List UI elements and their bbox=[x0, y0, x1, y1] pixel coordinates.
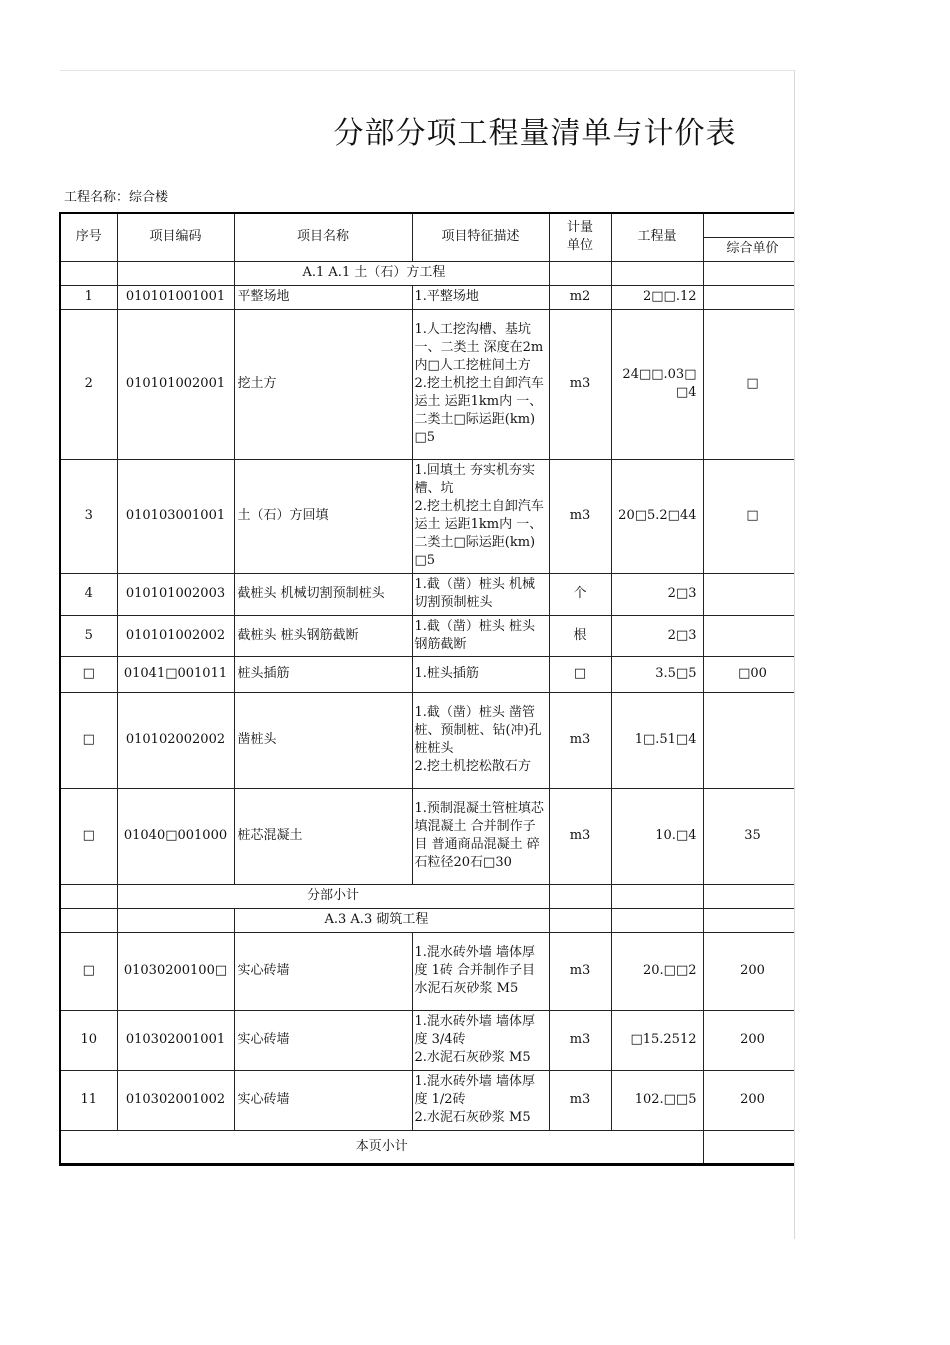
row-name: 实心砖墙 bbox=[234, 932, 412, 1010]
row-seq: □ bbox=[60, 788, 117, 884]
page-subtotal-row bbox=[60, 1130, 794, 1164]
row-unit: m3 bbox=[549, 1070, 611, 1130]
row-code: 01030200100□ bbox=[117, 932, 234, 1010]
row-price: □ bbox=[703, 309, 794, 459]
header-code: 项目编码 bbox=[117, 213, 234, 261]
section-subtotal-label: 分部小计 bbox=[117, 884, 549, 908]
row-code: 010103001001 bbox=[117, 459, 234, 573]
header-seq: 序号 bbox=[60, 213, 117, 261]
row-name: 凿桩头 bbox=[234, 692, 412, 788]
section-row bbox=[60, 908, 794, 932]
row-price: □ bbox=[703, 459, 794, 573]
subtotal-row bbox=[60, 884, 794, 908]
row-desc: 1.截（凿）桩头 凿管桩、预制桩、钻(冲)孔桩桩头 2.挖土机挖松散石方 bbox=[412, 692, 549, 788]
row-unit: 根 bbox=[549, 615, 611, 656]
table-row bbox=[60, 309, 794, 459]
row-name: 土（石）方回填 bbox=[234, 459, 412, 573]
section-title: A.3 A.3 砌筑工程 bbox=[234, 908, 549, 932]
row-code: 010302001001 bbox=[117, 1010, 234, 1070]
header-row-1 bbox=[60, 213, 794, 237]
row-seq: 3 bbox=[60, 459, 117, 573]
bill-table-container bbox=[59, 212, 794, 1166]
table-row bbox=[60, 788, 794, 884]
row-code: 010302001002 bbox=[117, 1070, 234, 1130]
header-unit: 计量 单位 bbox=[549, 213, 611, 261]
row-price bbox=[703, 692, 794, 788]
row-code: 010101002002 bbox=[117, 615, 234, 656]
header-unit-price: 综合单价 bbox=[703, 237, 794, 261]
header-desc: 项目特征描述 bbox=[412, 213, 549, 261]
row-name: 桩头插筋 bbox=[234, 656, 412, 692]
row-price: 200 bbox=[703, 1070, 794, 1130]
table-row bbox=[60, 692, 794, 788]
row-unit: □ bbox=[549, 656, 611, 692]
row-code: 010101001001 bbox=[117, 285, 234, 309]
row-code: 010101002001 bbox=[117, 309, 234, 459]
row-seq: □ bbox=[60, 656, 117, 692]
row-desc: 1.混水砖外墙 墙体厚度 3/4砖 2.水泥石灰砂浆 M5 bbox=[412, 1010, 549, 1070]
row-name: 实心砖墙 bbox=[234, 1070, 412, 1130]
row-price bbox=[703, 285, 794, 309]
row-qty: 24□□.03□□4 bbox=[611, 309, 703, 459]
row-desc: 1.混水砖外墙 墙体厚度 1砖 合并制作子目 水泥石灰砂浆 M5 bbox=[412, 932, 549, 1010]
row-qty: 20.□□2 bbox=[611, 932, 703, 1010]
section-title: A.1 A.1 土（石）方工程 bbox=[234, 261, 549, 285]
row-name: 截桩头 机械切割预制桩头 bbox=[234, 573, 412, 615]
row-unit: m3 bbox=[549, 309, 611, 459]
project-name: 工程名称：综合楼 bbox=[64, 190, 169, 205]
row-seq: □ bbox=[60, 932, 117, 1010]
row-desc: 1.截（凿）桩头 机械切割预制桩头 bbox=[412, 573, 549, 615]
row-code: 01041□001011 bbox=[117, 656, 234, 692]
table-row bbox=[60, 615, 794, 656]
row-seq: 11 bbox=[60, 1070, 117, 1130]
row-name: 实心砖墙 bbox=[234, 1010, 412, 1070]
row-unit: m3 bbox=[549, 788, 611, 884]
row-qty: 2□3 bbox=[611, 573, 703, 615]
row-desc: 1.平整场地 bbox=[412, 285, 549, 309]
row-name: 截桩头 桩头钢筋截断 bbox=[234, 615, 412, 656]
row-seq: 1 bbox=[60, 285, 117, 309]
row-desc: 1.桩头插筋 bbox=[412, 656, 549, 692]
table-row bbox=[60, 573, 794, 615]
row-desc: 1.回填土 夯实机夯实 槽、坑 2.挖土机挖土自卸汽车运土 运距1km内 一、二类土□际运距(km)□5 bbox=[412, 459, 549, 573]
table-row bbox=[60, 1070, 794, 1130]
row-unit: m3 bbox=[549, 1010, 611, 1070]
row-unit: 个 bbox=[549, 573, 611, 615]
row-seq: □ bbox=[60, 692, 117, 788]
row-seq: 4 bbox=[60, 573, 117, 615]
row-seq: 2 bbox=[60, 309, 117, 459]
row-price: 200 bbox=[703, 1010, 794, 1070]
row-qty: 10.□4 bbox=[611, 788, 703, 884]
page-subtotal-label: 本页小计 bbox=[60, 1130, 703, 1164]
row-unit: m3 bbox=[549, 459, 611, 573]
row-price: 35 bbox=[703, 788, 794, 884]
row-seq: 5 bbox=[60, 615, 117, 656]
row-qty: 102.□□5 bbox=[611, 1070, 703, 1130]
row-seq: 10 bbox=[60, 1010, 117, 1070]
bill-of-quantities-table bbox=[59, 212, 794, 1166]
row-qty: □15.2512 bbox=[611, 1010, 703, 1070]
table-row bbox=[60, 1010, 794, 1070]
row-desc: 1.人工挖沟槽、基坑 一、二类土 深度在2m内□人工挖桩间土方 2.挖土机挖土自卸汽车运土 运距1km内 一、二类土□际运距(km)□5 bbox=[412, 309, 549, 459]
row-price: 200 bbox=[703, 932, 794, 1010]
row-name: 桩芯混凝土 bbox=[234, 788, 412, 884]
row-price: □00 bbox=[703, 656, 794, 692]
row-unit: m3 bbox=[549, 932, 611, 1010]
row-price bbox=[703, 615, 794, 656]
row-desc: 1.预制混凝土管桩填芯 填混凝土 合并制作子目 普通商品混凝土 碎石粒径20石□30 bbox=[412, 788, 549, 884]
row-qty: 1□.51□4 bbox=[611, 692, 703, 788]
header-amount-group bbox=[703, 213, 794, 237]
header-name: 项目名称 bbox=[234, 213, 412, 261]
row-code: 010101002003 bbox=[117, 573, 234, 615]
row-qty: 2□□.12 bbox=[611, 285, 703, 309]
row-desc: 1.混水砖外墙 墙体厚度 1/2砖 2.水泥石灰砂浆 M5 bbox=[412, 1070, 549, 1130]
row-code: 010102002002 bbox=[117, 692, 234, 788]
table-row bbox=[60, 932, 794, 1010]
row-name: 挖土方 bbox=[234, 309, 412, 459]
row-qty: 20□5.2□44 bbox=[611, 459, 703, 573]
page-title: 分部分项工程量清单与计价表 bbox=[333, 116, 737, 151]
row-qty: 2□3 bbox=[611, 615, 703, 656]
header-qty: 工程量 bbox=[611, 213, 703, 261]
row-unit: m3 bbox=[549, 692, 611, 788]
row-desc: 1.截（凿）桩头 桩头钢筋截断 bbox=[412, 615, 549, 656]
row-code: 01040□001000 bbox=[117, 788, 234, 884]
table-row bbox=[60, 459, 794, 573]
row-name: 平整场地 bbox=[234, 285, 412, 309]
row-qty: 3.5□5 bbox=[611, 656, 703, 692]
row-price bbox=[703, 573, 794, 615]
table-row bbox=[60, 656, 794, 692]
table-row bbox=[60, 285, 794, 309]
row-unit: m2 bbox=[549, 285, 611, 309]
section-row bbox=[60, 261, 794, 285]
